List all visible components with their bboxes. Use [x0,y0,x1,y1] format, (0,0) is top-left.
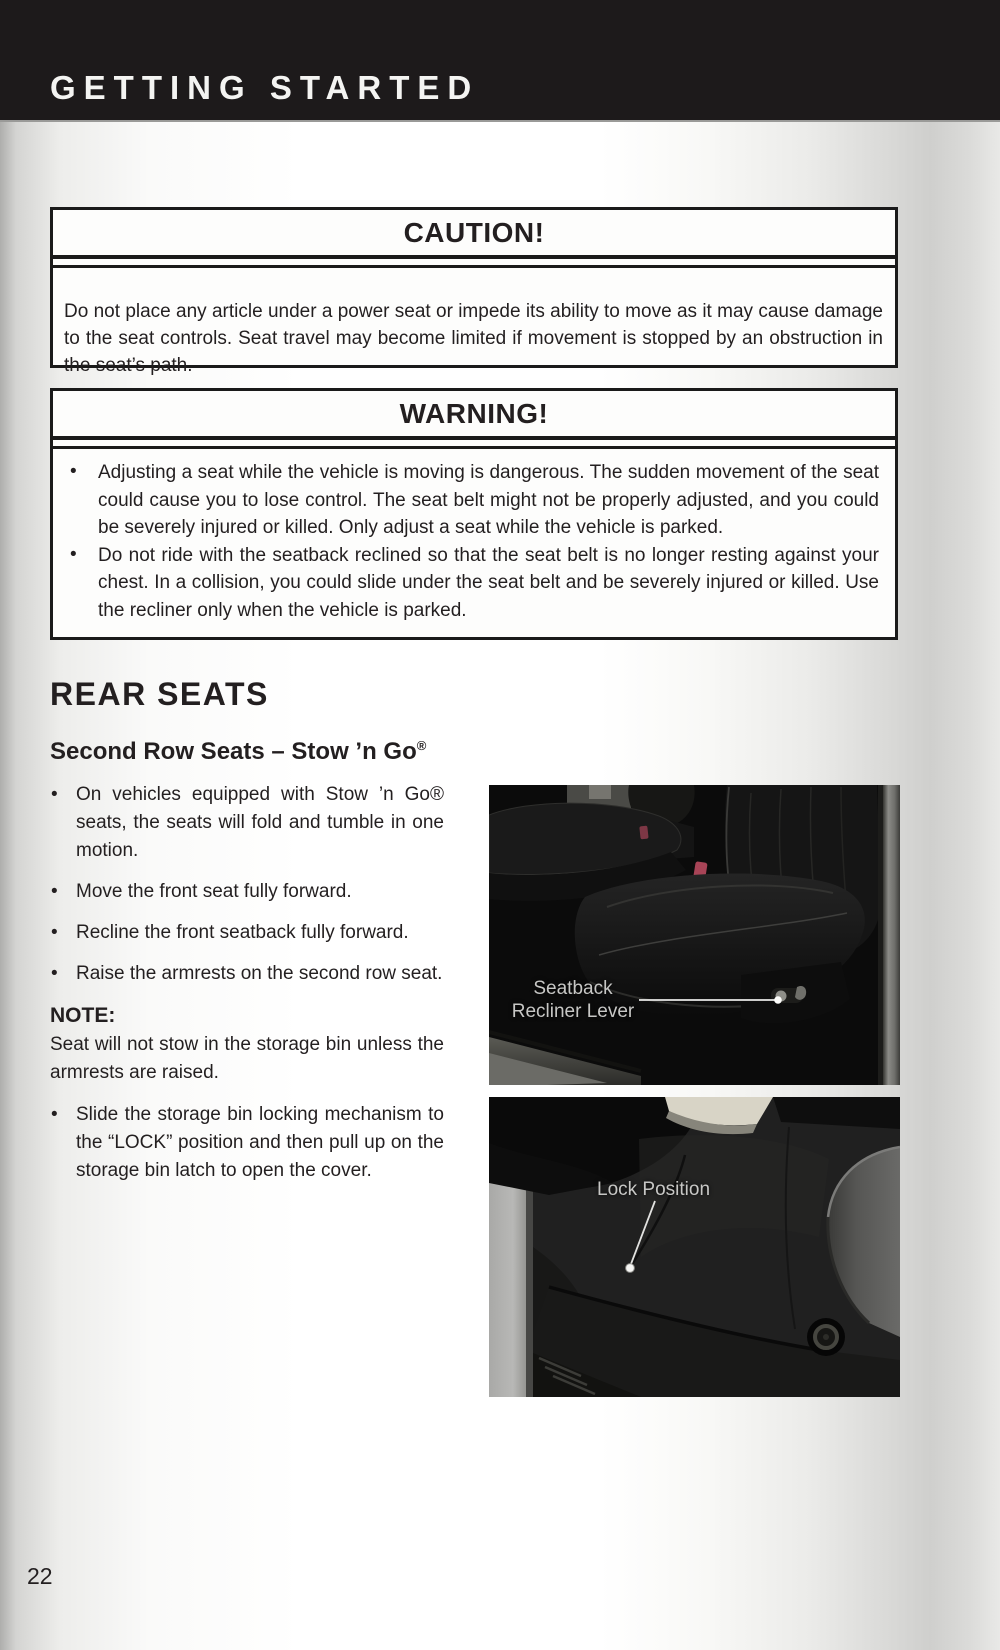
note-label: NOTE: [50,1004,116,1027]
figure-label-line: Recliner Lever [511,1001,635,1022]
caution-box [50,207,898,376]
warning-bullet-list [53,449,895,624]
registered-mark: ® [416,738,427,753]
note-text: Seat will not stow in the storage bin unless the armrests are raised. [50,1034,444,1083]
bullet-marker: • [70,461,77,482]
instruction-bullet [50,1101,444,1185]
bullet-marker: • [51,963,58,984]
warning-title: WARNING! [53,391,895,440]
instruction-bullet [50,960,444,988]
instruction-text: On vehicles equipped with Stow ’n Go® seats, the seats will fold and tumble in one motion. [76,784,444,861]
floor-photo-illustration [489,1097,900,1397]
bullet-marker: • [51,1104,58,1125]
instruction-text: Recline the front seatback fully forward. [76,922,409,943]
caution-divider [53,259,895,268]
page-title: GETTING STARTED [50,69,480,106]
warning-box [50,388,898,640]
pointer-dot [774,996,782,1004]
caution-title: CAUTION! [53,210,895,259]
bullet-marker: • [51,881,58,902]
figure-label [497,977,649,1023]
warning-bullet-item [65,542,879,625]
section-heading: REAR SEATS [50,676,269,712]
caution-body-text: Do not place any article under a power seat or impede its ability to move as it may cause damage to the seat controls. Seat travel may become limited if movement is stopped by an obstruction in the seat’s path. [64,301,883,376]
subsection-heading-text: Second Row Seats – Stow ’n Go [50,738,417,765]
instruction-bullet-list [50,1101,444,1185]
subsection-heading [50,738,444,766]
instruction-text: Raise the armrests on the second row seat. [76,963,443,984]
bullet-marker: • [51,922,58,943]
warning-bullet-text: Do not ride with the seatback reclined so that the seat belt is no longer resting against your chest. In a collision, you could slide under the seat belt and be severely injured or killed. Use the recliner only when the vehicle is parked. [98,544,879,621]
page-number: 22 [27,1563,53,1589]
instruction-bullet-list [50,781,444,988]
header-band [0,0,1000,122]
figure-label: Lock Position [597,1179,711,1200]
figure-lock-position [489,1097,900,1397]
pointer-dot [626,1264,635,1273]
figure-label-line: Seatback [533,978,613,999]
instruction-text: Slide the storage bin locking mechanism to the “LOCK” position and then pull up on the storage bin latch to open the cover. [76,1104,444,1181]
bullet-marker: • [70,543,77,565]
rear-seats-section [50,676,444,1198]
warning-bullet-text: Adjusting a seat while the vehicle is moving is dangerous. The sudden movement of the seat could cause you to lose control. The seat belt might not be properly adjusted, and you could be severely injured or killed. Only adjust a seat while the vehicle is parked. [98,462,879,538]
instruction-text: Move the front seat fully forward. [76,881,352,902]
instruction-bullet [50,878,444,906]
bullet-marker: • [51,784,58,805]
seats-photo-illustration [489,785,900,1085]
figure-seatback-recliner-lever [489,785,900,1085]
warning-bullet-item [65,459,879,542]
instruction-bullet [50,781,444,865]
warning-divider [53,440,895,449]
instruction-bullet [50,919,444,947]
